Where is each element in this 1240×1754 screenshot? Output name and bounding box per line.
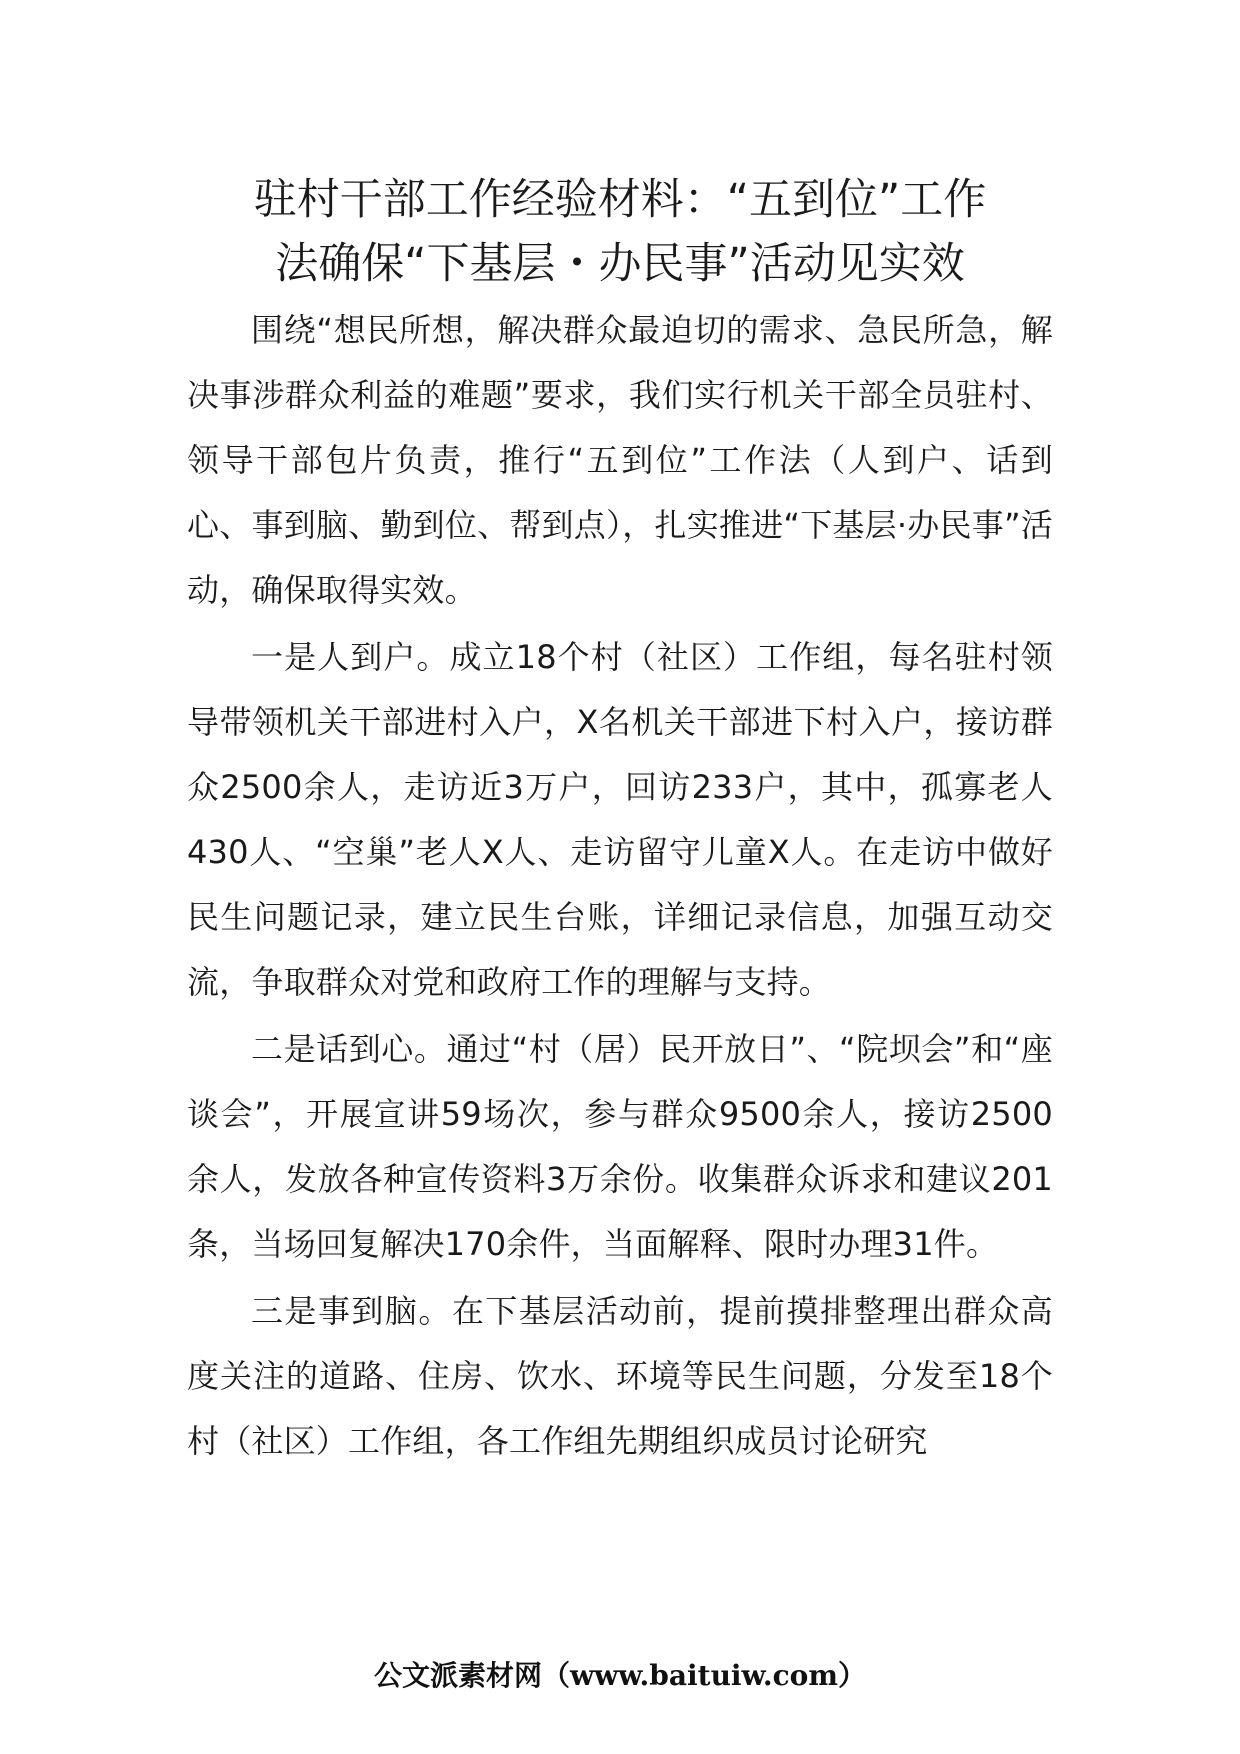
document-body [187,298,1053,1476]
paragraph-hua-dao-xin: 二是话到心。通过“村（居）民开放日”、“院坝会”和“座谈会”，开展宣讲59场次，参与群众9500余人，接访2500余人，发放各种宣传资料3万余份。收集群众诉求和建议201条，当场回复解决170余件，当面解释、限时办理31件。 [187,1030,1053,1263]
paragraph-ren-dao-hu: 一是人到户。成立18个村（社区）工作组，每名驻村领导带领机关干部进村入户，X名机关干部进下村入户，接访群众2500余人，走访近3万户，回访233户，其中，孤寡老人430人、“空巢”老人X人、走访留守儿童X人。在走访中做好民生问题记录，建立民生台账，详细记录信息，加强互动交流，争取群众对党和政府工作的理解与支持。 [187,638,1053,1001]
paragraph-shi-dao-nao: 三是事到脑。在下基层活动前，提前摸排整理出群众高度关注的道路、住房、饮水、环境等民生问题，分发至18个村（社区）工作组，各工作组先期组织成员讨论研究 [187,1292,1053,1460]
document-title [190,168,1050,296]
title-line-2: 法确保“下基层・办民事”活动见实效 [275,239,965,289]
intro-paragraph: 围绕“想民所想，解决群众最迫切的需求、急民所急，解决事涉群众利益的难题”要求，我们实行机关干部全员驻村、领导干部包片负责，推行“五到位”工作法（人到户、话到心、事到脑、勤到位、帮到点），扎实推进“下基层·办民事”活动，确保取得实效。 [187,311,1053,609]
title-line-1: 驻村干部工作经验材料：“五到位”工作 [253,175,987,225]
footer-source-link[interactable]: 公文派素材网（www.baituiw.com） [374,1659,866,1692]
